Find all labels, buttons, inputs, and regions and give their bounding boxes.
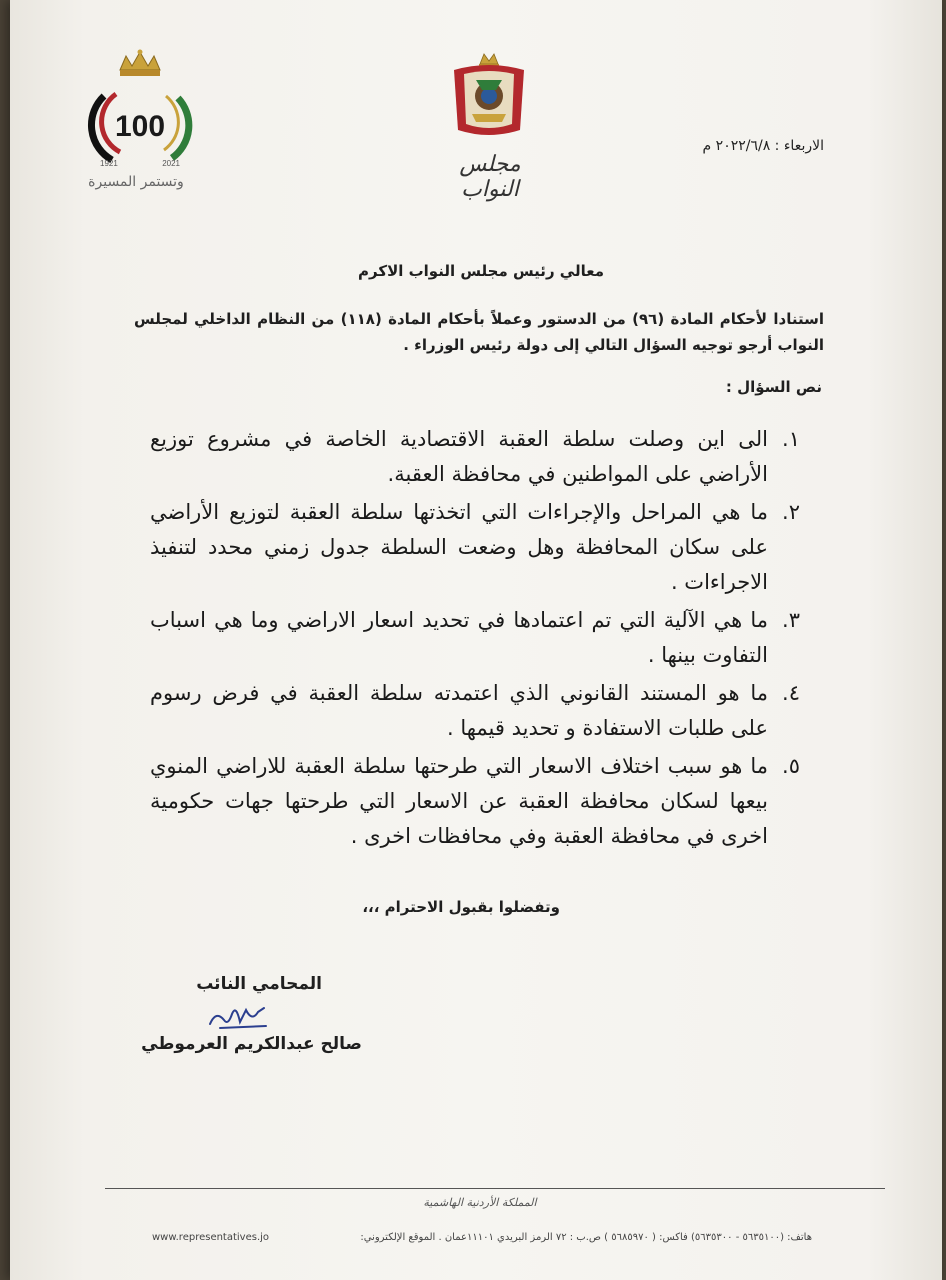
centennial-year-end: 2021 xyxy=(162,159,180,168)
question-heading: نص السؤال : xyxy=(725,378,822,396)
letter-page xyxy=(10,0,942,1280)
footer-website-link[interactable]: www.representatives.jo xyxy=(152,1232,270,1243)
question-item xyxy=(150,603,800,673)
centennial-number: 100 xyxy=(114,110,166,143)
centennial-year-start: 1921 xyxy=(100,159,118,168)
question-number: ٥. xyxy=(782,754,800,778)
question-number: ١. xyxy=(782,427,800,451)
centennial-logo xyxy=(82,48,198,174)
question-text: ما هي المراحل والإجراءات التي اتخذتها سلطة العقبة لتوزيع الأراضي على سكان المحافظة وهل وضعت السلطة جدول زمني محدد لتنفيذ الاجراءات . xyxy=(150,500,768,594)
signatory-name: صالح عبدالكريم العرموطي xyxy=(141,1034,362,1054)
footer-contact-line xyxy=(152,1232,812,1243)
question-item xyxy=(150,495,800,600)
question-number: ٣. xyxy=(782,608,800,632)
signatory-title: المحامي النائب xyxy=(196,974,322,994)
question-item xyxy=(150,676,800,746)
questions-list xyxy=(150,422,800,857)
handwritten-signature xyxy=(206,1000,276,1034)
footer-divider xyxy=(105,1188,885,1189)
salutation: معالي رئيس مجلس النواب الاكرم xyxy=(358,262,604,280)
question-text: ما هو المستند القانوني الذي اعتمدته سلطة العقبة في فرض رسوم على طلبات الاستفادة و تحديد قيمها . xyxy=(150,681,768,740)
footer-kingdom-name: المملكة الأردنية الهاشمية xyxy=(423,1196,537,1209)
intro-paragraph: استنادا لأحكام المادة (٩٦) من الدستور وعملاً بأحكام المادة (١١٨) من النظام الداخلي لمجلس النواب أرجو توجيه السؤال التالي إلى دولة رئيس الوزراء . xyxy=(134,310,824,354)
house-of-representatives-title: مجلس النواب xyxy=(459,152,521,202)
question-text: ما هي الآلية التي تم اعتمادها في تحديد اسعار الاراضي وما هي اسباب التفاوت بينها . xyxy=(150,608,768,667)
crown-icon xyxy=(120,50,160,77)
letter-date: الاربعاء : ٢٠٢٢/٦/٨ م xyxy=(702,138,824,154)
closing-line: وتفضلوا بقبول الاحترام ،،، xyxy=(362,898,560,916)
question-item xyxy=(150,422,800,492)
question-text: ما هو سبب اختلاف الاسعار التي طرحتها سلطة العقبة للاراضي المنوي بيعها لسكان محافظة العقبة عن الاسعار التي طرحتها جهات حكومية اخرى في محافظة العقبة وفي محافظات اخرى . xyxy=(150,754,768,848)
question-text: الى اين وصلت سلطة العقبة الاقتصادية الخاصة في مشروع توزيع الأراضي على المواطنين في محافظة العقبة. xyxy=(150,427,768,486)
question-number: ٢. xyxy=(782,500,800,524)
centennial-tagline: وتستمر المسيرة xyxy=(88,174,184,190)
question-number: ٤. xyxy=(782,681,800,705)
question-item xyxy=(150,749,800,854)
royal-emblem-icon xyxy=(446,50,532,138)
footer-contact-details: هاتف: (٥٦٣٥١٠٠ - ٥٦٣٥٣٠٠) فاكس: ( ٥٦٨٥٩٧٠ ) ص.ب : ٧٢ الرمز البريدي ١١١٠١عمان . الموقع الإلكتروني: xyxy=(360,1232,812,1243)
